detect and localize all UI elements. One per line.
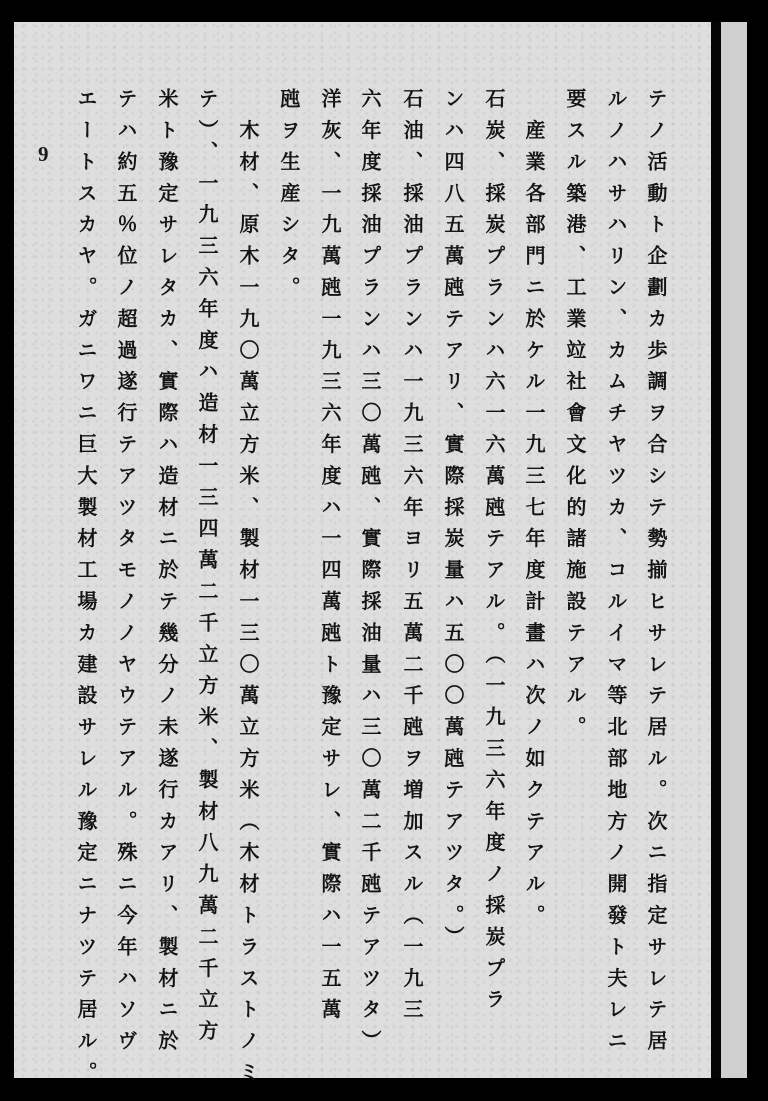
text-column: ンハ四八五萬瓲テアリ、實際採炭量ハ五〇〇萬瓲テアツタ。）	[441, 88, 465, 958]
text-column: 米ト豫定サレタカ、實際ハ造材ニ於テ幾分ノ未遂行カアリ、製材ニ於	[155, 88, 179, 1062]
text-column: 木材、原木一九〇萬立方米、製材一三〇萬立方米（木材トラストノミ	[236, 88, 260, 1093]
page-edge	[721, 22, 747, 1078]
text-column: エートスカヤ。ガニワニ巨大製材工場カ建設サレル豫定ニナツテ居ル。	[74, 88, 98, 1093]
vertical-text-block	[68, 88, 674, 1093]
text-column: テノ活動ト企劃カ歩調ヲ合シテ勢揃ヒサレテ居ル。次ニ指定サレテ居	[644, 88, 668, 1062]
text-column: 六年度採油プランハ三〇萬瓲、實際採油量ハ三〇萬二千瓲テアツタ）	[358, 88, 382, 1062]
text-column: テハ約五％位ノ超過遂行テアツタモノノヤウテアル。殊ニ今年ハソヴ	[114, 88, 138, 1062]
page-number: 9	[38, 142, 49, 166]
page-gutter	[711, 22, 721, 1078]
text-column: 要スル築港、工業竝社會文化的諸施設テアル。	[563, 88, 587, 748]
text-column: 洋灰、一九萬瓲一九三六年度ハ一四萬瓲ト豫定サレ、實際ハ一五萬	[318, 88, 342, 1030]
text-column: ルノハサハリン、カムチヤツカ、コルイマ等北部地方ノ開發ト夫レニ	[604, 88, 628, 1062]
text-column: テ）、一九三六年度ハ造材一三四萬二千立方米、製材八九萬二千立方	[195, 88, 219, 1052]
text-column: 石炭、採炭プランハ六一六萬瓲テアル。（一九三六年度ノ採炭プラ	[482, 88, 506, 1020]
text-column: 産業各部門ニ於ケル一九三七年度計畫ハ次ノ如クテアル。	[522, 88, 546, 936]
text-column: 瓲ヲ生産シタ。	[277, 88, 301, 308]
text-column: 石油、採油プランハ一九三六年ヨリ五萬二千瓲ヲ増加スル（一九三	[400, 88, 424, 1030]
